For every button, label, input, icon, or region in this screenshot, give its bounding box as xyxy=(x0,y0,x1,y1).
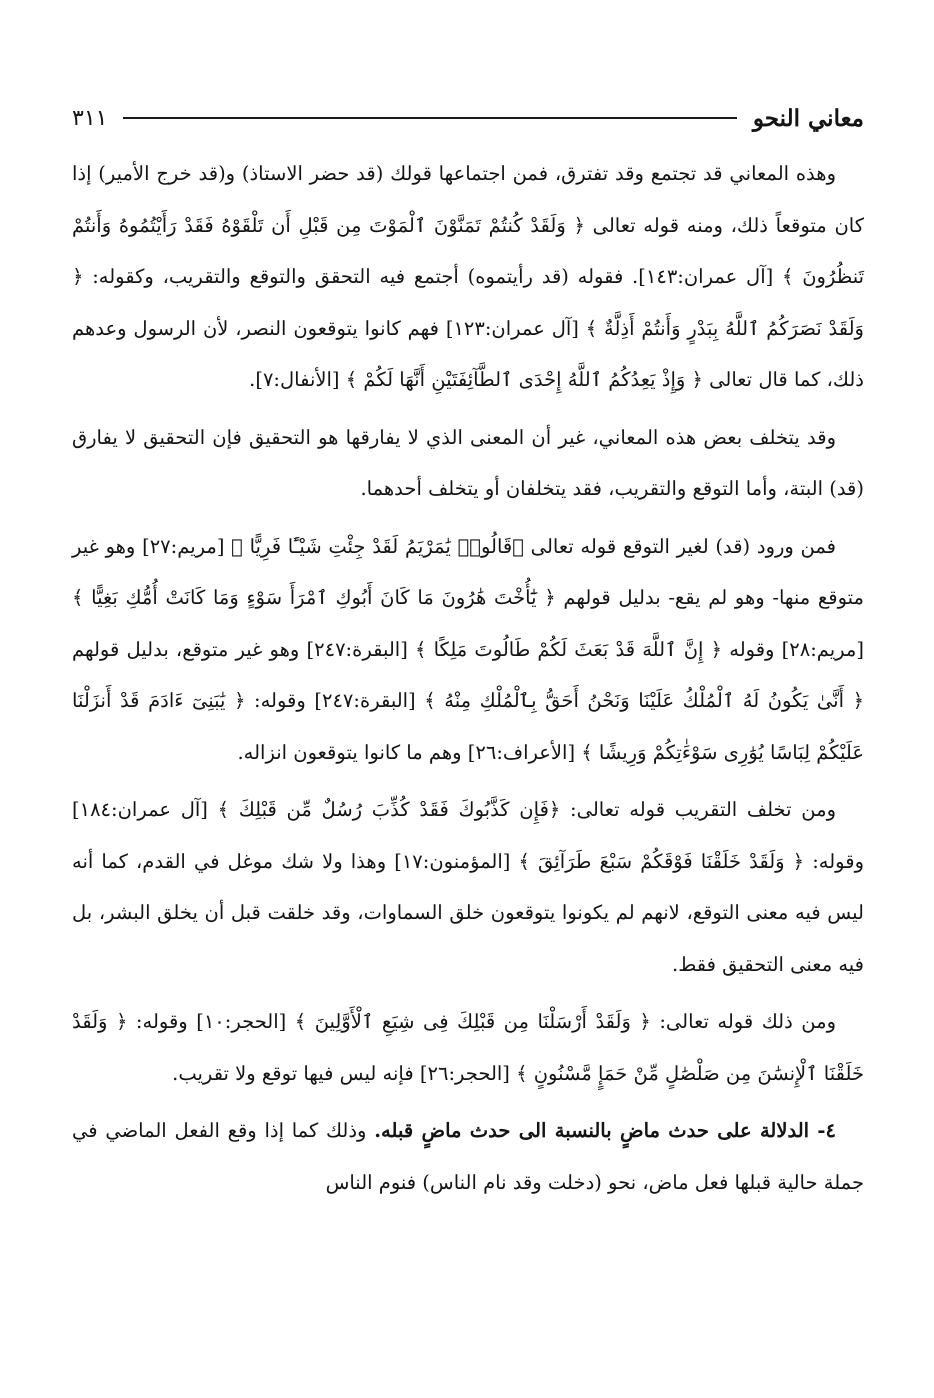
paragraph-2: وقد يتخلف بعض هذه المعاني، غير أن المعنى الذي لا يفارقها هو التحقيق فإن التحقيق لا يفارق (قد) البتة، وأما التوقع والتقريب، فقد يتخلفان أو يتخلف أحدهما. xyxy=(72,425,864,500)
running-title: معاني النحو xyxy=(752,104,864,132)
page-number: ٣١١ xyxy=(72,105,108,131)
paragraph-1: وهذه المعاني قد تجتمع وقد تفترق، فمن اجتماعها قولك (قد حضر الاستاذ) و(قد خرج الأمير) إذا كان متوقعاً ذلك، ومنه قوله تعالى ﴿ وَلَقَدْ كُنتُمْ تَمَنَّوْنَ ٱلْمَوْتَ مِن قَبْلِ أَن تَلْقَوْهُ فَقَدْ رَأَيْتُمُوهُ وَأَنتُمْ تَنظُرُونَ ﴾ [آل عمران:١٤٣]. فقوله (قد رأيتموه) أجتمع فيه التحقق والتوقع والتقريب، وكقوله: ﴿ وَلَقَدْ نَصَرَكُمُ ٱللَّهُ بِبَدْرٍ وَأَنتُمْ أَذِلَّةٌ ﴾ [آل عمران:١٢٣] فهم كانوا يتوقعون النصر، لأن الرسول وعدهم ذلك، كما قال تعالى ﴿ وَإِذْ يَعِدُكُمُ ٱللَّهُ إِحْدَى ٱلطَّآئِفَتَيْنِ أَنَّهَا لَكُمْ ﴾ [الأنفال:٧]. xyxy=(72,162,865,391)
header-rule xyxy=(123,117,736,119)
section-text: وذلك كما إذا وقع الفعل الماضي في جملة حالية قبلها فعل ماض، نحو (دخلت وقد نام الناس) فنوم الناس xyxy=(72,1119,864,1194)
section-heading: ٤- الدلالة على حدث ماضٍ بالنسبة الى حدث ماضٍ قبله. xyxy=(374,1119,837,1142)
paragraph-3: فمن ورود (قد) لغير التوقع قوله تعالى ﴿قَالُوا۟ يَٰمَرْيَمُ لَقَدْ جِئْتِ شَيْـًٔا فَرِيًّا ﴾ [مريم:٢٧] وهو غير متوقع منها- وهو لم يقع- بدليل قولهم ﴿ يَٰٓأُخْتَ هَٰرُونَ مَا كَانَ أَبُوكِ ٱمْرَأَ سَوْءٍ وَمَا كَانَتْ أُمُّكِ بَغِيًّا ﴾ [مريم:٢٨] وقوله ﴿ إِنَّ ٱللَّهَ قَدْ بَعَثَ لَكُمْ طَالُوتَ مَلِكًا ﴾ [البقرة:٢٤٧] وهو غير متوقع، بدليل قولهم ﴿ أَنَّىٰ يَكُونُ لَهُ ٱلْمُلْكُ عَلَيْنَا وَنَحْنُ أَحَقُّ بِٱلْمُلْكِ مِنْهُ ﴾ [البقرة:٢٤٧] وقوله: ﴿ يَٰبَنِىٓ ءَادَمَ قَدْ أَنزَلْنَا عَلَيْكُمْ لِبَاسًا يُوَٰرِى سَوْءَٰتِكُمْ وَرِيشًا ﴾ [الأعراف:٢٦] وهم ما كانوا يتوقعون انزاله. xyxy=(72,534,865,764)
page-header xyxy=(72,96,864,140)
book-page xyxy=(72,96,864,1214)
paragraph-4: ومن تخلف التقريب قوله تعالى: ﴿فَإِن كَذَّبُوكَ فَقَدْ كُذِّبَ رُسُلٌ مِّن قَبْلِكَ ﴾ [آل عمران:١٨٤] وقوله: ﴿ وَلَقَدْ خَلَقْنَا فَوْقَكُمْ سَبْعَ طَرَآئِقَ ﴾ [المؤمنون:١٧] وهذا ولا شك موغل في القدم، كما أنه ليس فيه معنى التوقع، لانهم لم يكونوا يتوقعون خلق السماوات، وقد خلقت قبل أن يخلق البشر، بل فيه معنى التحقيق فقط. xyxy=(72,798,864,976)
section-paragraph xyxy=(72,1105,864,1208)
paragraph-5: ومن ذلك قوله تعالى: ﴿ وَلَقَدْ أَرْسَلْنَا مِن قَبْلِكَ فِى شِيَعِ ٱلْأَوَّلِينَ ﴾ [الحجر:١٠] وقوله: ﴿ وَلَقَدْ خَلَقْنَا ٱلْإِنسَٰنَ مِن صَلْصَٰلٍ مِّنْ حَمَإٍ مَّسْنُونٍ ﴾ [الحجر:٢٦] فإنه ليس فيها توقع ولا تقريب. xyxy=(72,1010,864,1085)
